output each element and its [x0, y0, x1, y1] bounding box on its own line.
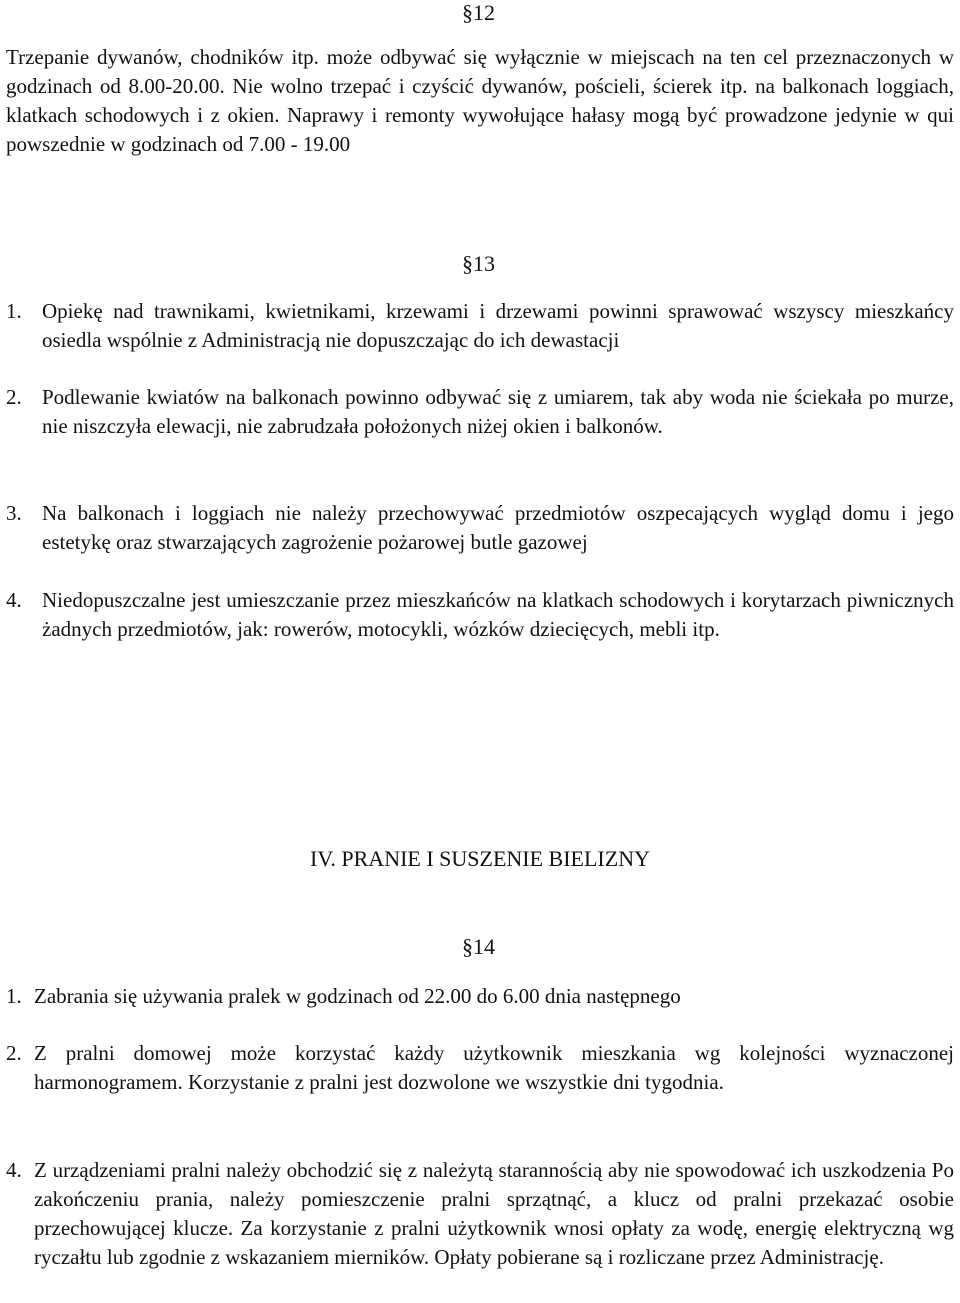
item-number: 2. — [6, 385, 22, 409]
item-text: Podlewanie kwiatów na balkonach powinno odbywać się z umiarem, tak aby woda nie ściekała po murze, nie niszczyła elewacji, nie zabrudzała położonych niżej okien i balkonów. — [42, 385, 954, 438]
item-text: Z urządzeniami pralni należy obchodzić się z należytą starannością aby nie spowodować ich uszkodzenia Po zakończeniu prania, należy pomieszczenie pralni sprzątnąć, a klucz od pralni przekazać osobie przechowującej klucze. Za korzystanie z pralni użytkownik wnosi opłaty za wodę, energię elektryczną wg ryczałtu lub zgodnie z wskazaniem mierników. Opłaty pobierane są i rozliczane przez Administrację. — [34, 1158, 954, 1269]
item-text: Z pralni domowej może korzystać każdy użytkownik mieszkania wg kolejności wyznaczonej harmonogramem. Korzystanie z pralni jest dozwolone we wszystkie dni tygodnia. — [34, 1041, 954, 1094]
item-text: Zabrania się używania pralek w godzinach od 22.00 do 6.00 dnia następnego — [34, 984, 681, 1008]
item-text: Na balkonach i loggiach nie należy przechowywać przedmiotów oszpecających wygląd domu i jego estetykę oraz stwarzających zagrożenie pożarowej butle gazowej — [42, 501, 954, 554]
item-text: Opiekę nad trawnikami, kwietnikami, krzewami i drzewami powinni sprawować wszyscy mieszkańcy osiedla wspólnie z Administracją nie dopuszczając do ich dewastacji — [42, 299, 954, 352]
paragraph-14-heading: §14 — [462, 934, 495, 959]
item-number: 4. — [6, 1158, 22, 1182]
paragraph-12-text: Trzepanie dywanów, chodników itp. może odbywać się wyłącznie w miejscach na ten cel przeznaczonych w godzinach od 8.00-20.00. Nie wolno trzepać i czyścić dywanów, pościeli, ścierek itp. na balkonach loggiach, klatkach schodowych i z okien. Naprawy i remonty wywołujące hałasy mogą być prowadzone jedynie w qui powszednie w godzinach od 7.00 - 19.00 — [6, 45, 954, 156]
item-number: 1. — [6, 299, 22, 323]
paragraph-12-heading: §12 — [462, 0, 495, 25]
item-text: Niedopuszczalne jest umieszczanie przez mieszkańców na klatkach schodowych i korytarzach piwnicznych żadnych przedmiotów, jak: rowerów, motocykli, wózków dziecięcych, mebli itp. — [42, 588, 954, 641]
paragraph-14-item-2 — [6, 1039, 954, 1097]
item-number: 4. — [6, 588, 22, 612]
paragraph-13-heading: §13 — [462, 251, 495, 276]
item-number: 2. — [6, 1041, 22, 1065]
item-number: 1. — [6, 984, 22, 1008]
item-number: 3. — [6, 501, 22, 525]
paragraph-13-item-3 — [6, 499, 954, 557]
paragraph-14-item-4 — [6, 1156, 954, 1272]
section-iv-title: IV. PRANIE I SUSZENIE BIELIZNY — [310, 846, 650, 871]
paragraph-14-item-1 — [6, 982, 954, 1011]
paragraph-13-item-2 — [6, 383, 954, 441]
paragraph-13-item-4 — [6, 586, 954, 644]
paragraph-13-item-1 — [6, 297, 954, 355]
